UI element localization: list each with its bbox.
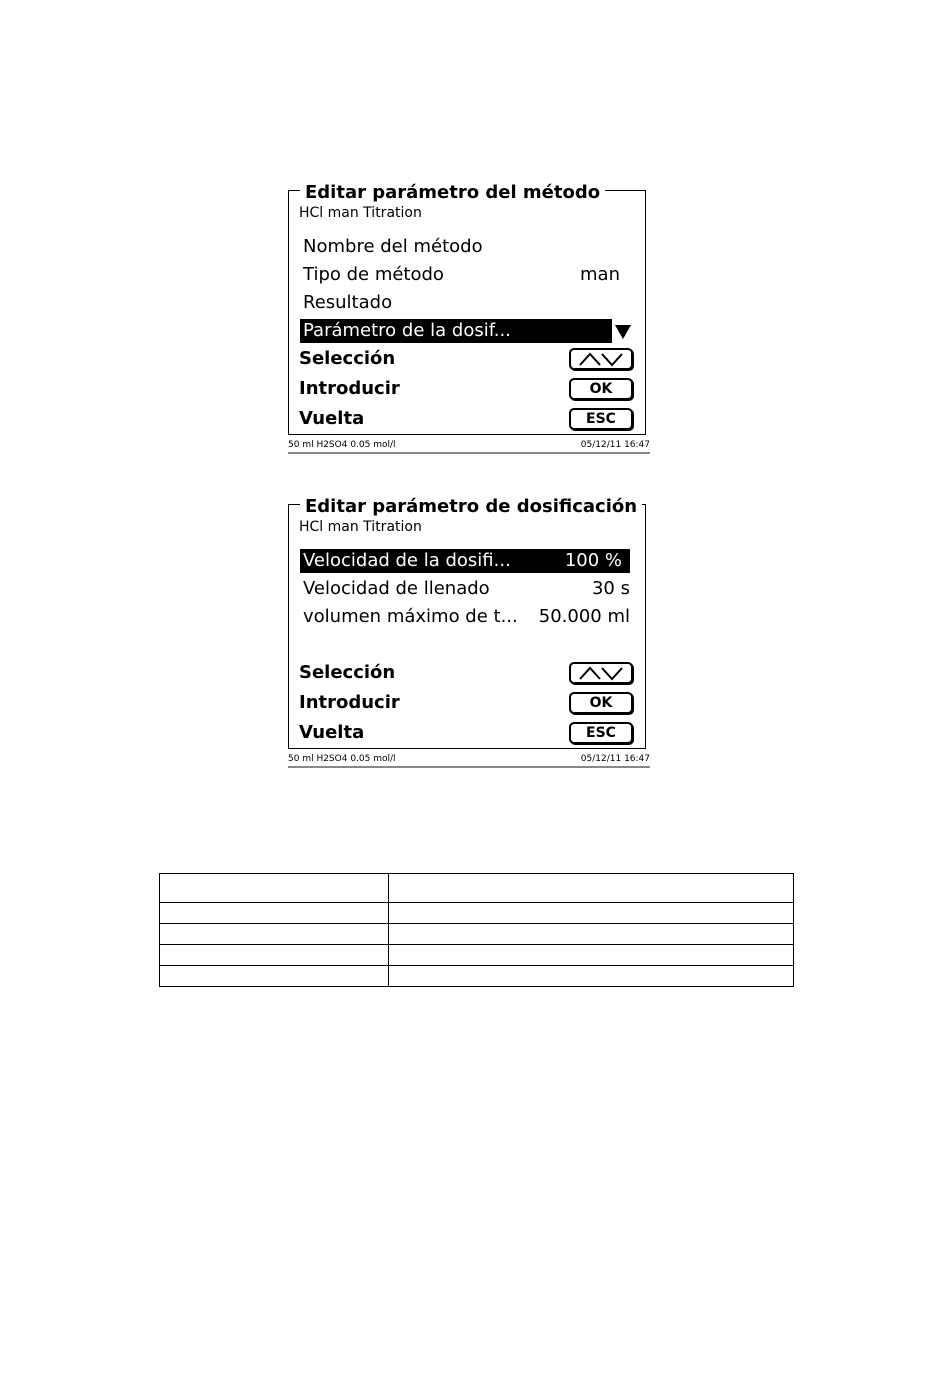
softkey-label: Introducir <box>299 378 400 399</box>
table-row <box>160 945 794 966</box>
softkey-enter <box>299 690 633 716</box>
menu-item-label: Velocidad de la dosifi... <box>303 550 511 571</box>
softkey-back <box>299 406 633 432</box>
menu-item-label: volumen máximo de t... <box>303 606 518 627</box>
menu-item-dosing-parameter[interactable] <box>300 319 612 343</box>
scroll-down-icon[interactable] <box>615 325 631 339</box>
table-cell <box>389 945 794 966</box>
softkey-label: Vuelta <box>299 408 365 429</box>
up-down-arrows-icon <box>576 351 626 367</box>
softkey-back <box>299 720 633 746</box>
menu-item-dosing-speed[interactable] <box>300 549 630 573</box>
table-cell <box>389 903 794 924</box>
status-solution: 50 ml H2SO4 0.05 mol/l <box>288 440 396 450</box>
menu-item-label: Tipo de método <box>303 264 444 285</box>
ok-button[interactable]: OK <box>569 378 633 400</box>
menu-item-label: Velocidad de llenado <box>303 578 490 599</box>
menu-item-value: man <box>580 264 620 285</box>
table-cell <box>389 874 794 903</box>
screen-title: Editar parámetro del método <box>300 183 605 203</box>
table-row <box>160 903 794 924</box>
status-solution: 50 ml H2SO4 0.05 mol/l <box>288 754 396 764</box>
softkey-label: Introducir <box>299 692 400 713</box>
softkey-label: Selección <box>299 662 396 683</box>
method-name: HCl man Titration <box>299 519 422 535</box>
table-cell <box>160 945 389 966</box>
status-datetime: 05/12/11 16:47 <box>580 440 650 450</box>
empty-table <box>159 873 794 987</box>
status-bar <box>288 438 650 454</box>
menu-item-label: Parámetro de la dosif... <box>303 320 511 341</box>
softkey-label: Selección <box>299 348 396 369</box>
table-cell <box>160 903 389 924</box>
menu-item-result[interactable] <box>300 291 630 315</box>
ok-button[interactable]: OK <box>569 692 633 714</box>
table-header-row <box>160 874 794 903</box>
menu-item-method-type[interactable] <box>300 263 630 287</box>
method-name: HCl man Titration <box>299 205 422 221</box>
esc-button[interactable]: ESC <box>569 722 633 744</box>
method-parameter-screen <box>285 183 650 455</box>
softkey-enter <box>299 376 633 402</box>
status-datetime: 05/12/11 16:47 <box>580 754 650 764</box>
table-row <box>160 966 794 987</box>
menu-item-label: Resultado <box>303 292 393 313</box>
table-row <box>160 924 794 945</box>
softkey-selection <box>299 346 633 372</box>
table-cell <box>389 966 794 987</box>
dosing-parameter-screen <box>285 497 650 769</box>
table-cell <box>160 874 389 903</box>
up-down-arrows-icon <box>576 665 626 681</box>
menu-item-value: 30 s <box>591 578 630 599</box>
esc-button[interactable]: ESC <box>569 408 633 430</box>
up-down-arrows-button[interactable] <box>569 348 633 370</box>
menu-item-value: 50.000 ml <box>538 606 630 627</box>
up-down-arrows-button[interactable] <box>569 662 633 684</box>
menu-item-method-name[interactable] <box>300 235 630 259</box>
status-bar <box>288 752 650 768</box>
table-cell <box>160 966 389 987</box>
table-cell <box>389 924 794 945</box>
menu-item-filling-speed[interactable] <box>300 577 630 601</box>
softkey-label: Vuelta <box>299 722 365 743</box>
softkey-selection <box>299 660 633 686</box>
screen-title: Editar parámetro de dosificación <box>300 497 642 517</box>
table-cell <box>160 924 389 945</box>
menu-item-max-volume[interactable] <box>300 605 630 629</box>
menu-item-value: 100 % <box>564 550 622 571</box>
menu-item-label: Nombre del método <box>303 236 483 257</box>
